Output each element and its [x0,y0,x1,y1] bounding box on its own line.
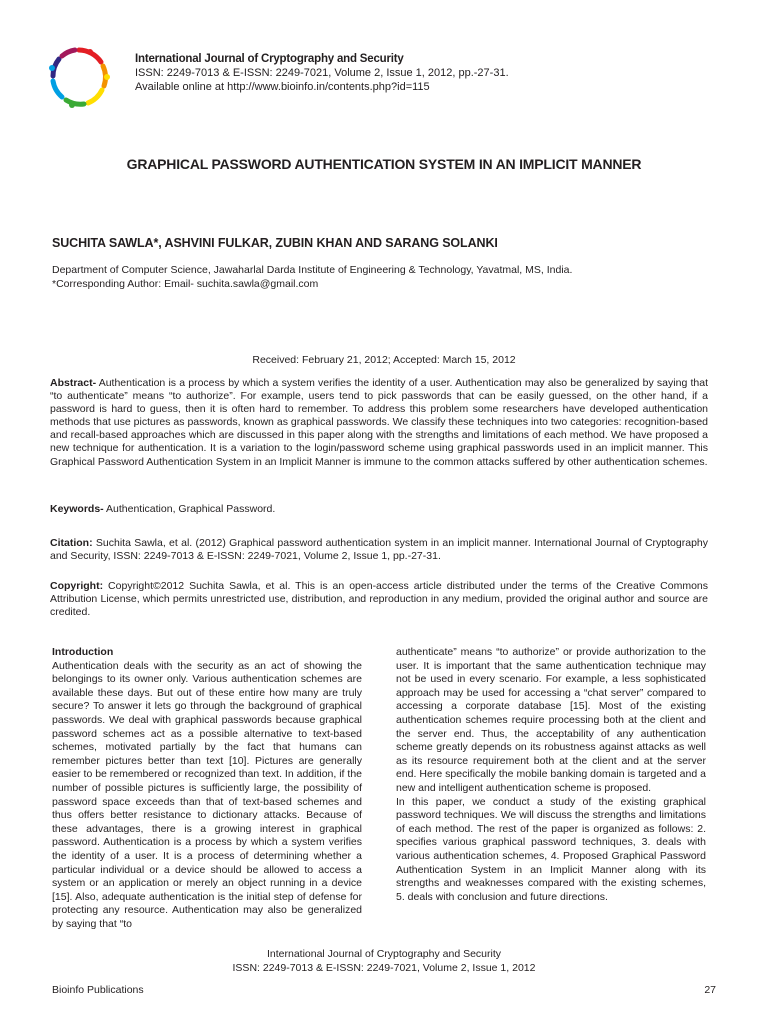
citation-text: Suchita Sawla, et al. (2012) Graphical password authentication system in an implicit manner. International Journal of Cryptography and Security, ISSN: 2249-7013 & E-ISSN: 2249-7021, Volume 2, Issue 1, pp.-27-31. [50,537,708,563]
page-number: 27 [704,984,716,996]
citation-label: Citation: [50,537,93,549]
affiliation-block [52,263,572,291]
keywords-label: Keywords- [50,503,104,515]
abstract-text: Authentication is a process by which a system verifies the identity of a user. Authentication may also be generalized by saying that “to authenticate” means “to authorize”. For example, users tend to pick passwords that can be easily guessed, on the other hand, if a password is hard to guess, then it is often hard to remember. To address this problem some researchers have developed authentication methods that use pictures as passwords, known as graphical passwords. We classify these techniques into two categories: recognition-based and recall-based approaches which are discussed in this paper along with the strengths and limitations of each method. We have proposed a new technique for authentication. It is a variation to the login/password scheme using graphical passwords used in an implicit manner. This Graphical Password Authentication System in an Implicit Manner is immune to the common attacks suffered by other authentication schemes. [50,377,708,468]
body-column-right [396,646,706,904]
copyright-label: Copyright: [50,580,104,592]
copyright-text: Copyright©2012 Suchita Sawla, et al. This is an open-access article distributed under the terms of the Creative Commons Attribution License, which permits unrestricted use, distribution, and reproduction in any medium, provided the original author and source are credited. [50,580,708,619]
footer-journal-title: International Journal of Cryptography and Security [266,948,502,960]
journal-title: International Journal of Cryptography and Security [135,53,404,65]
footer-publisher: Bioinfo Publications [52,984,144,996]
section-heading-introduction: Introduction [52,646,114,658]
body-column-left [52,646,362,931]
paper-authors: SUCHITA SAWLA*, ASHVINI FULKAR, ZUBIN KHAN AND SARANG SOLANKI [52,236,498,250]
body-paragraph: Authentication deals with the security as an act of showing the belongings to its owner only. Various authentication schemes are available these days. But out of these entire how many are truly secure? To answer it lets go through the background of graphical passwords. We deal with graphical passwords because graphical password schemes act as a possible alternative to text-based schemes, motivated partially by the fact that humans can remember pictures better than text [10]. Pictures are generally easier to be remembered or recognized than text. In addition, if the number of possible pictures is sufficiently large, the possibility of password space exceeds than that of text-based schemes and thus offers better resistance to dictionary attacks. Because of these advantages, there is a growing interest in graphical password. Authentication is a process by which a system verifies the identity of a user. It is a process of determining whether a particular individual or a device should be allowed to access a system or an application or merely an object running in a device [15]. Also, adequate authentication is the initial step of defense for protecting any resource. Authentication may also be generalized by saying that “to [52,659,362,930]
journal-online-link: Available online at http://www.bioinfo.in/contents.php?id=115 [135,81,430,93]
paper-title: GRAPHICAL PASSWORD AUTHENTICATION SYSTEM IN AN IMPLICIT MANNER [126,156,642,172]
received-accepted-dates: Received: February 21, 2012; Accepted: March 15, 2012 [252,354,516,366]
journal-issn: ISSN: 2249-7013 & E-ISSN: 2249-7021, Volume 2, Issue 1, 2012, pp.-27-31. [135,67,509,79]
body-paragraph: In this paper, we conduct a study of the existing graphical password techniques. We will discuss the strengths and limitations of each method. The rest of the paper is organized as follows: 2. specifies various graphical password techniques, 3. deals with various authentication schemes, 4. Proposed Graphical Password Authentication System in an Implicit Manner along with its strengths and weaknesses compared with the existing schemes, 5. deals with conclusion and future directions. [396,795,706,903]
footer-journal [0,947,768,975]
keywords-text: Authentication, Graphical Password. [103,503,276,515]
abstract-label: Abstract- [50,377,97,389]
citation [50,537,708,563]
keywords [50,503,708,516]
journal-header [135,52,509,94]
affiliation: Department of Computer Science, Jawaharlal Darda Institute of Engineering & Technology, Yavatmal, MS, India. [52,264,573,276]
copyright [50,580,708,619]
abstract [50,377,708,469]
corresponding-author: *Corresponding Author: Email- suchita.sawla@gmail.com [52,278,319,290]
footer-issn: ISSN: 2249-7013 & E-ISSN: 2249-7021, Volume 2, Issue 1, 2012 [232,962,536,974]
body-paragraph: authenticate” means “to authorize” or provide authorization to the user. It is important that the same authentication technique may not be used in every scenario. For example, a less sophisticated approach may be used for accessing a “chat server” compared to accessing a corporate database [15]. Most of the existing authentication schemes require processing both at the client and the server end. Thus, the acceptability of any authentication scheme greatly depends on its robustness against attacks as well as its resource requirement both at the client and at the server end. Here specifically the mobile banking domain is targeted and a new and intelligent authentication scheme is proposed. [396,646,706,794]
journal-logo [46,44,112,110]
